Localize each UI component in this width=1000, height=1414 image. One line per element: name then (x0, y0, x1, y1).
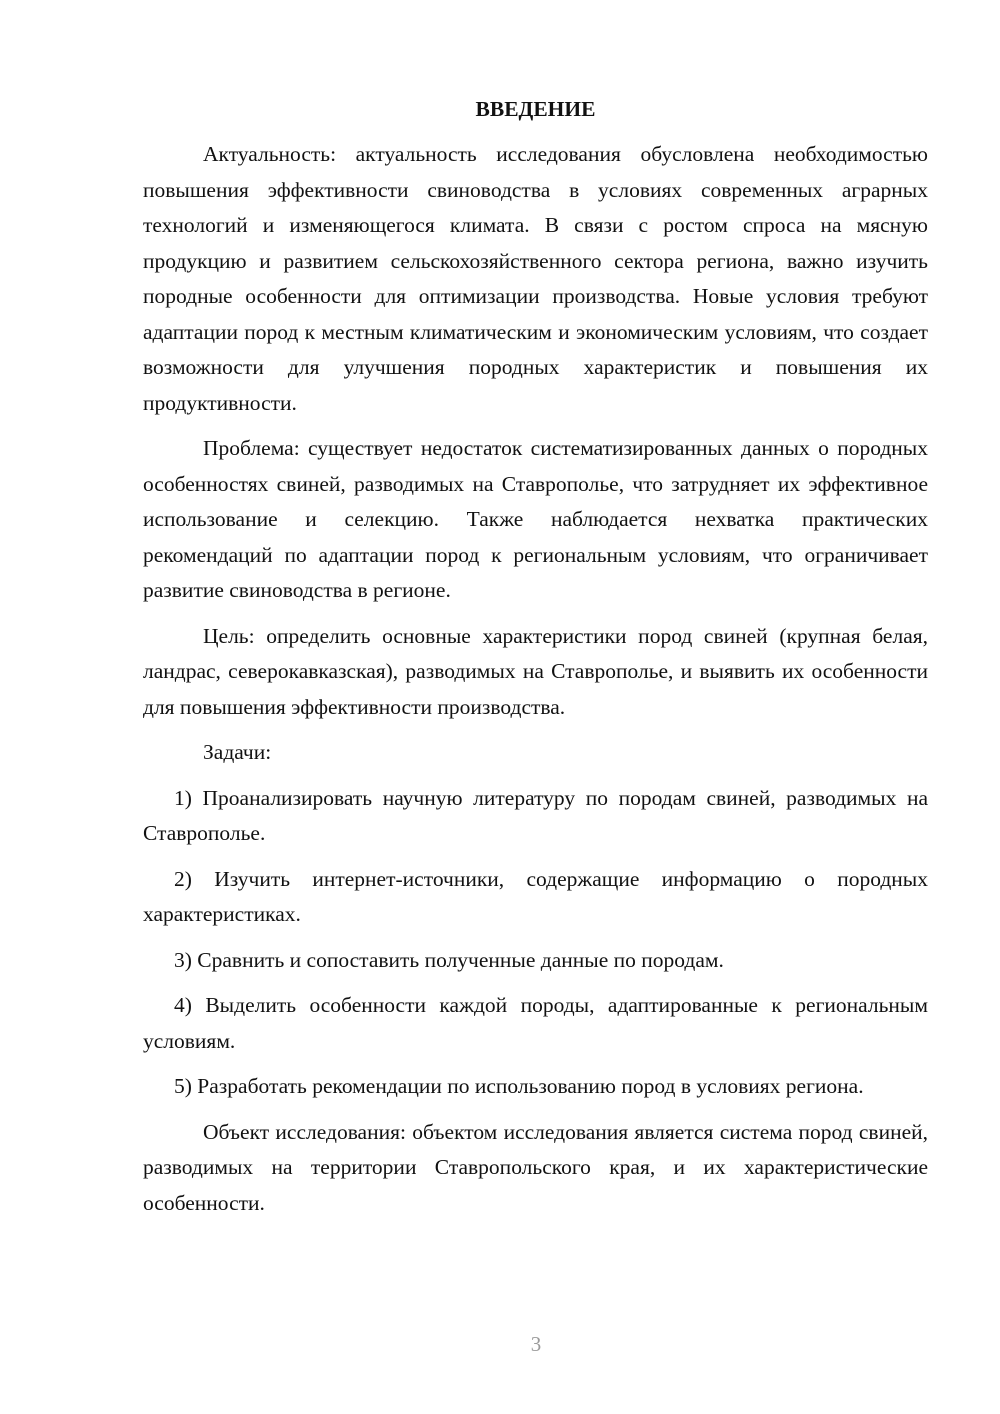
task-item-5: 5) Разработать рекомендации по использованию пород в условиях региона. (174, 1074, 864, 1098)
document-page (143, 92, 928, 1221)
goal-paragraph: Цель: определить основные характеристики пород свиней (крупная белая, ландрас, северокавказская), разводимых на Ставрополье, и выявить их особенности для повышения эффективности производства. (143, 623, 928, 719)
section-title: ВВЕДЕНИЕ (475, 97, 596, 121)
tasks-heading: Задачи: (203, 740, 272, 764)
relevance-paragraph: Актуальность: актуальность исследования обусловлена необходимостью повышения эффективности свиноводства в условиях современных аграрных технологий и изменяющегося климата. В связи с ростом спроса на мясную продукцию и развитием сельскохозяйственного сектора региона, важно изучить породные особенности для оптимизации производства. Новые условия требуют адаптации пород к местным климатическим и экономическим условиям, что создает возможности для улучшения породных характеристик и повышения их продуктивности. (143, 142, 928, 415)
problem-paragraph: Проблема: существует недостаток систематизированных данных о породных особенностях свиней, разводимых на Ставрополье, что затрудняет их эффективное использование и селекцию. Также наблюдается нехватка практических рекомендаций по адаптации пород к региональным условиям, что ограничивает развитие свиноводства в регионе. (143, 436, 928, 602)
task-item-2: 2) Изучить интернет-источники, содержащие информацию о породных характеристиках. (143, 866, 928, 926)
task-item-3: 3) Сравнить и сопоставить полученные данные по породам. (174, 947, 724, 972)
task-item-1: 1) Проанализировать научную литературу по породам свиней, разводимых на Ставрополье. (143, 785, 928, 845)
task-item-4: 4) Выделить особенности каждой породы, адаптированные к региональным условиям. (143, 993, 928, 1053)
object-paragraph: Объект исследования: объектом исследования является система пород свиней, разводимых на территории Ставропольского края, и их характеристические особенности. (143, 1119, 928, 1215)
page-number: 3 (530, 1332, 542, 1356)
